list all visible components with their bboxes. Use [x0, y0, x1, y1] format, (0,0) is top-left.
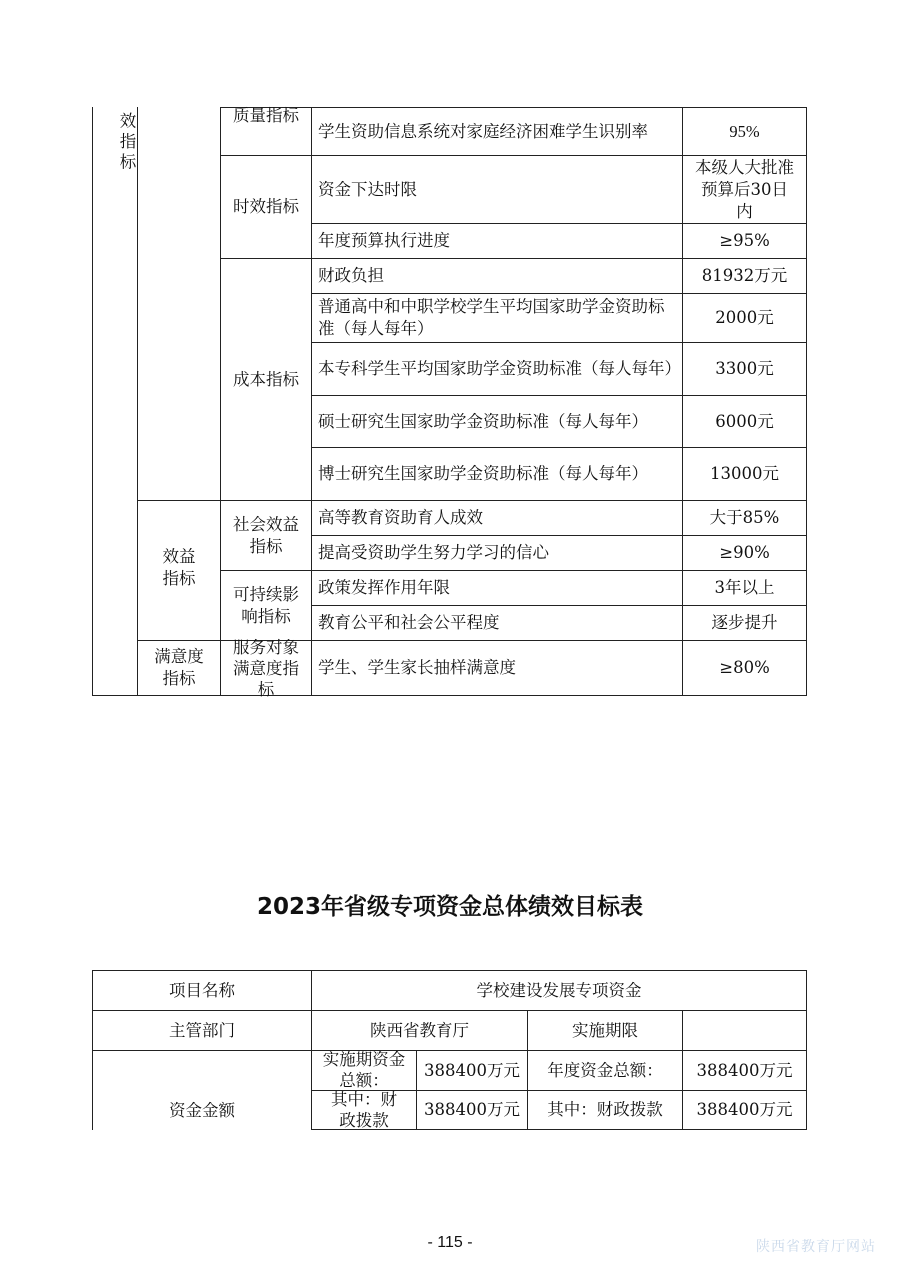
indicator-row-13: 学生、学生家长抽样满意度 — [318, 658, 516, 677]
project-name-value: 学校建设发展专项资金 — [476, 980, 642, 1000]
value-row-6: 3300元 — [715, 359, 774, 378]
value-row-12: 逐步提升 — [711, 613, 778, 632]
fiscal-value-2: 388400万元 — [696, 1100, 793, 1119]
indicator-row-5: 普通高中和中职学校学生平均国家助学金资助标准（每人每年） — [318, 297, 665, 338]
value-row-11: 3年以上 — [714, 578, 775, 597]
dept-value: 陕西省教育厅 — [370, 1020, 469, 1040]
value-row-9: 大于85% — [709, 508, 780, 527]
value-row-7: 6000元 — [715, 411, 774, 431]
value-row-4: 81932万元 — [701, 266, 788, 285]
total-label: 实施期资金总额： — [322, 1050, 406, 1090]
value-row-13: ≥80% — [719, 658, 770, 677]
indicator-row-3: 年度预算执行进度 — [318, 231, 450, 250]
project-name-label: 项目名称 — [169, 980, 235, 1000]
annual-value: 388400万元 — [696, 1060, 793, 1080]
page-number: - 115 - — [427, 1234, 473, 1251]
indicator-row-6: 本专科学生平均国家助学金资助标准（每人每年） — [318, 359, 681, 378]
level3-cost: 成本指标 — [233, 369, 299, 389]
watermark: 陕西省教育厅网站 — [756, 1239, 876, 1255]
level2-benefit-label: 效益指标 — [162, 547, 196, 588]
level2-satisfaction-label: 满意度指标 — [154, 647, 204, 688]
annual-label: 年度资金总额： — [547, 1060, 663, 1080]
period-value — [683, 1011, 806, 1050]
value-row-1: 95% — [729, 121, 760, 141]
fiscal-value: 388400万元 — [424, 1100, 520, 1119]
indicator-row-4: 财政负担 — [318, 266, 384, 285]
indicator-row-1: 学生资助信息系统对家庭经济困难学生识别率 — [318, 121, 648, 141]
value-row-10: ≥90% — [719, 543, 770, 562]
value-row-8: 13000元 — [710, 464, 779, 483]
level3-timeliness: 时效指标 — [233, 197, 299, 216]
indicator-row-9: 高等教育资助育人成效 — [318, 508, 483, 527]
level3-service: 服务对象满意度指标 — [233, 637, 299, 699]
indicator-row-8: 博士研究生国家助学金资助标准（每人每年） — [318, 464, 648, 483]
indicator-row-2: 资金下达时限 — [318, 179, 417, 199]
indicator-row-10: 提高受资助学生努力学习的信心 — [318, 543, 549, 562]
indicator-row-11: 政策发挥作用年限 — [318, 578, 450, 597]
dept-label: 主管部门 — [169, 1020, 235, 1040]
value-row-3: ≥95% — [719, 231, 770, 250]
page-title: 2023年省级专项资金总体绩效目标表 — [256, 894, 643, 920]
level3-social: 社会效益指标 — [233, 514, 299, 556]
fund-label: 资金金额 — [169, 1100, 235, 1120]
total-value: 388400万元 — [424, 1060, 520, 1080]
level1-label: 效指标 — [117, 112, 136, 174]
value-row-5: 2000元 — [715, 308, 774, 327]
fiscal-label: 其中：财政拨款 — [331, 1090, 397, 1130]
indicator-row-7: 硕士研究生国家助学金资助标准（每人每年） — [318, 411, 648, 431]
value-row-2: 本级人大批准预算后30日内 — [695, 157, 794, 221]
level3-quality: 质量指标 — [233, 106, 299, 125]
level3-sustain: 可持续影响指标 — [233, 584, 299, 626]
fiscal-label-2: 其中：财政拨款 — [547, 1100, 663, 1119]
indicator-row-12: 教育公平和社会公平程度 — [318, 613, 500, 632]
period-label: 实施期限 — [572, 1020, 638, 1040]
